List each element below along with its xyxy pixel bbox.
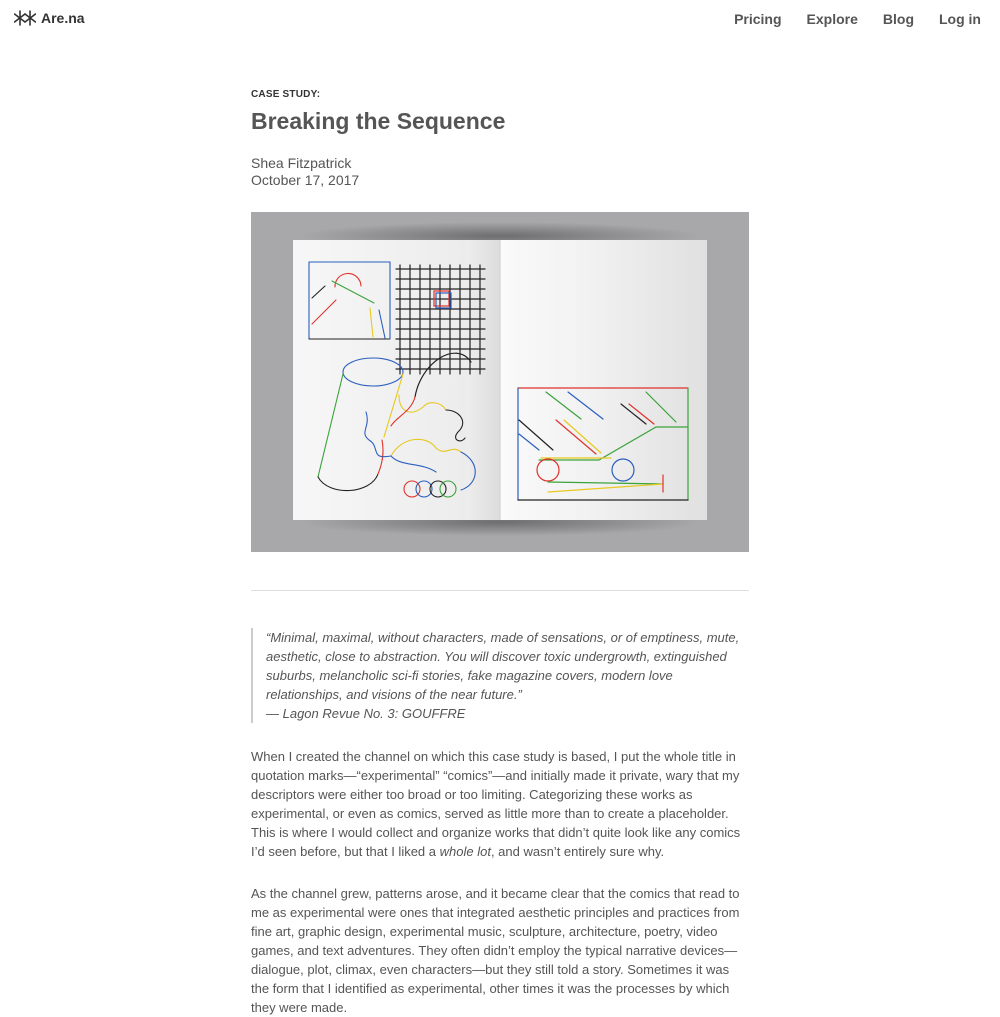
open-comic-book-illustration <box>251 212 749 552</box>
arena-asterisks-icon <box>14 9 36 27</box>
top-navigation-bar <box>0 0 1000 36</box>
article-author: Shea Fitzpatrick <box>251 155 352 171</box>
body-paragraph-2: As the channel grew, patterns arose, and it became clear that the comics that read to me as experimental were ones that integrated aesthetic principles and practices from fine art, graphic design, experimental music, sculpture, architecture, poetry, video games, and text adventures. They often didn’t employ the typical narrative devices—dialogue, plot, climax, even characters—but they still told a story. Sometimes it was the form that I identified as experimental, other times it was the processes by which they were made. <box>251 886 740 1015</box>
article-blockquote <box>251 628 750 723</box>
paragraph-1-text-after: , and wasn’t entirely sure why. <box>490 844 665 859</box>
article-eyebrow: CASE STUDY: <box>251 89 321 100</box>
brand-name: Are.na <box>41 10 85 26</box>
quote-text: “Minimal, maximal, without characters, made of sensations, or of emptiness, mute, aesthetic, close to abstraction. You will discover toxic undergrowth, extinguished suburbs, melancholic sci-fi stories, fake magazine covers, modern love relationships, and visions of the near future.” <box>266 630 740 702</box>
brand-home-link[interactable] <box>14 9 85 27</box>
article-title: Breaking the Sequence <box>251 108 506 134</box>
nav-login-link[interactable]: Log in <box>939 11 981 27</box>
paragraph-1-text-before: When I created the channel on which this case study is based, I put the whole title in quotation marks—“experimental” “comics”—and initially made it private, wary that my descriptors were either too broad or too limiting. Categorizing these works as experimental, or even as comics, served as little more than to create a placeholder. This is where I would collect and organize works that didn’t quite look like any comics I’d seen before, but that I liked a <box>251 749 741 859</box>
body-paragraph-1 <box>251 747 749 861</box>
nav-blog-link[interactable]: Blog <box>882 11 914 27</box>
article-date: October 17, 2017 <box>251 172 360 188</box>
quote-attribution: — Lagon Revue No. 3: GOUFFRE <box>266 706 466 721</box>
nav-explore-link[interactable]: Explore <box>806 11 858 27</box>
paragraph-1-emphasis: whole lot <box>439 844 491 859</box>
nav-pricing-link[interactable]: Pricing <box>734 11 782 27</box>
main-nav <box>709 11 981 27</box>
hero-image <box>251 212 749 552</box>
section-divider <box>251 590 749 591</box>
